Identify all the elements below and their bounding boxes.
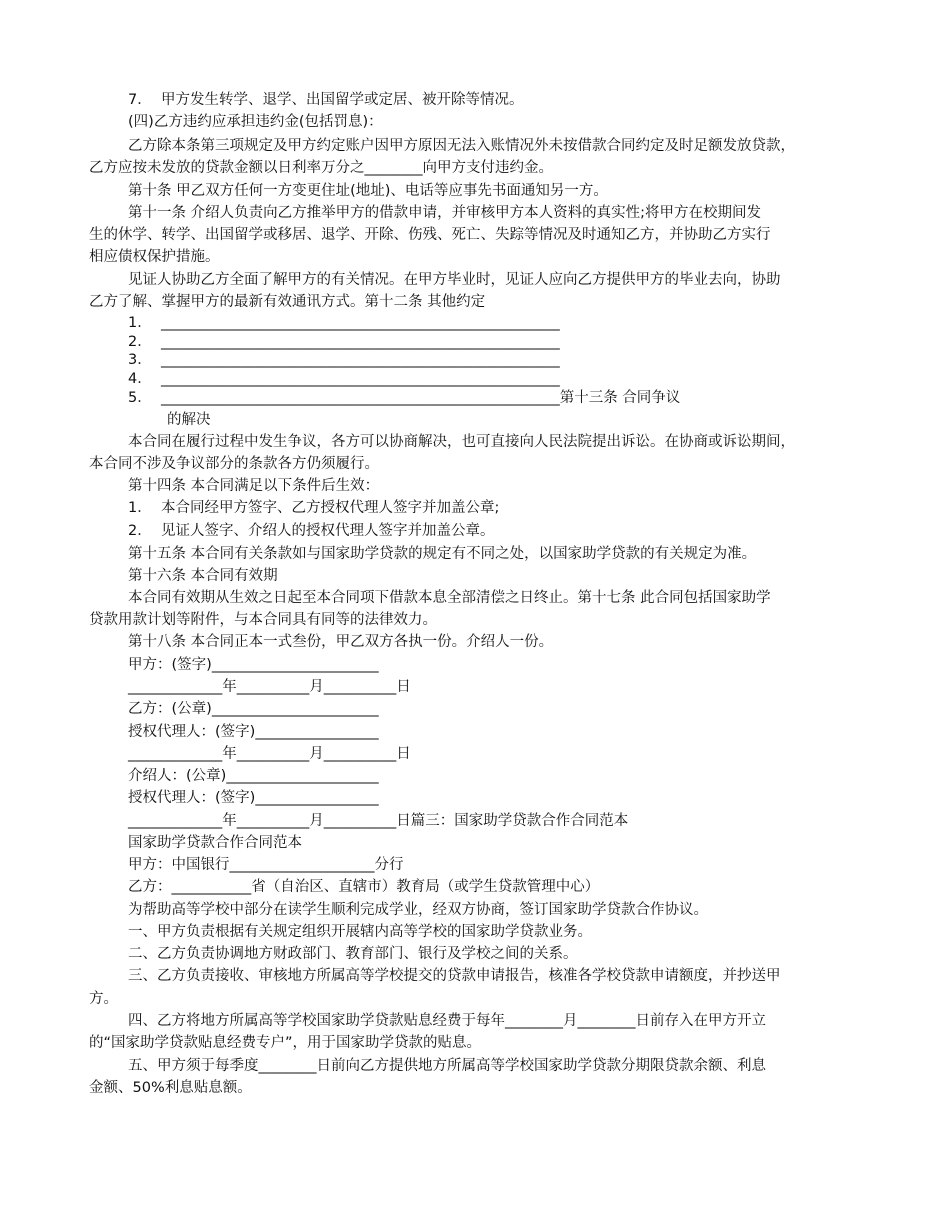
text-line: 1． _______________________________________________________ [128, 315, 560, 331]
text-line: 生的休学、转学、出国留学或移居、退学、开除、伤残、死亡、失踪等情况及时通知乙方，并协助乙方实行 [89, 227, 771, 243]
signature-line: 乙方：(公章)_______________________ [128, 701, 379, 717]
text-line: 本合同不涉及争议部分的条款各方仍须履行。 [89, 456, 379, 472]
signature-line: 授权代理人：(签字)_________________ [128, 790, 379, 806]
text-line: 乙方除本条第三项规定及甲方约定账户因甲方原因无法入账情况外未按借款合同约定及时足额发放贷款， [128, 138, 795, 154]
text-line: 五、甲方须于每季度________日前向乙方提供地方所属高等学校国家助学贷款分期限贷款余额、利息 [128, 1058, 766, 1074]
section-title: 国家助学贷款合作合同范本 [128, 835, 302, 851]
text-line: 金额、50%利息贴息额。 [89, 1080, 252, 1096]
text-line: 第十八条 本合同正本一式叁份，甲乙双方各执一份。介绍人一份。 [128, 634, 554, 650]
text-line: 三、乙方负责接收、审核地方所属高等学校提交的贷款申请报告，核准各学校贷款申请额度，并抄送甲 [128, 968, 781, 984]
text-line: 第十一条 介绍人负责向乙方推举甲方的借款申请，并审核甲方本人资料的真实性;将甲方在校期间发 [128, 205, 761, 221]
text-line: 7． 甲方发生转学、退学、出国留学或定居、被开除等情况。 [128, 92, 524, 108]
text-line: 5． _______________________________________________________第十三条 合同争议 [128, 390, 681, 406]
text-line: 乙方：___________省（自治区、直辖市）教育局（或学生贷款管理中心） [128, 879, 600, 895]
text-line: 乙方应按未发放的贷款金额以日利率万分之________向甲方支付违约金。 [89, 160, 553, 176]
text-line: 的“国家助学贷款贴息经费专户”，用于国家助学贷款的贴息。 [89, 1035, 482, 1051]
text-line: 乙方了解、掌握甲方的最新有效通讯方式。第十二条 其他约定 [89, 294, 486, 310]
text-line: 为帮助高等学校中部分在读学生顺利完成学业，经双方协商，签订国家助学贷款合作协议。 [128, 902, 708, 918]
text-line: 2． _______________________________________________________ [128, 334, 560, 350]
text-line: 第十四条 本合同满足以下条件后生效： [128, 478, 380, 494]
text-line: 本合同有效期从生效之日起至本合同项下借款本息全部清偿之日终止。第十七条 此合同包括国家助学 [128, 590, 771, 606]
text-line: 2． 见证人签字、介绍人的授权代理人签字并加盖公章。 [128, 523, 495, 539]
signature-line: 介绍人：(公章)_____________________ [128, 768, 379, 784]
text-line: 相应债权保护措施。 [89, 249, 220, 265]
signature-line: 甲方：(签字)_______________________ [128, 657, 379, 673]
text-line: 见证人协助乙方全面了解甲方的有关情况。在甲方毕业时，见证人应向乙方提供甲方的毕业去向，协助 [128, 272, 781, 288]
signature-line: 授权代理人：(签字)_________________ [128, 724, 379, 740]
text-line: 贷款用款计划等附件，与本合同具有同等的法律效力。 [89, 612, 437, 628]
text-line: 甲方：中国银行____________________分行 [128, 857, 404, 873]
date-line: _____________年__________月__________日 [128, 679, 411, 695]
text-line: 本合同在履行过程中发生争议，各方可以协商解决，也可直接向人民法院提出诉讼。在协商或诉讼期间， [128, 434, 795, 450]
date-line: _____________年__________月__________日 [128, 746, 411, 762]
text-line: 4． _______________________________________________________ [128, 371, 560, 387]
text-line: (四)乙方违约应承担违约金(包括罚息)： [128, 114, 383, 130]
text-line: 1． 本合同经甲方签字、乙方授权代理人签字并加盖公章; [128, 500, 500, 516]
text-line: 第十六条 本合同有效期 [128, 568, 278, 584]
text-line: 3． _______________________________________________________ [128, 352, 560, 368]
text-line: 二、乙方负责协调地方财政部门、教育部门、银行及学校之间的关系。 [128, 946, 578, 962]
text-line: 一、甲方负责根据有关规定组织开展辖内高等学校的国家助学贷款业务。 [128, 924, 592, 940]
text-line: 第十五条 本合同有关条款如与国家助学贷款的规定有不同之处，以国家助学贷款的有关规定为准。 [128, 546, 757, 562]
text-line: 方。 [89, 991, 118, 1007]
text-line: 第十条 甲乙双方任何一方变更住址(地址)、电话等应事先书面通知另一方。 [128, 183, 608, 199]
date-line: _____________年__________月__________日篇三：国家助学贷款合作合同范本 [128, 813, 629, 829]
text-line: 四、乙方将地方所属高等学校国家助学贷款贴息经费于每年________月________日前存入在甲方开立 [128, 1013, 766, 1029]
text-line: 的解决 [167, 412, 211, 428]
